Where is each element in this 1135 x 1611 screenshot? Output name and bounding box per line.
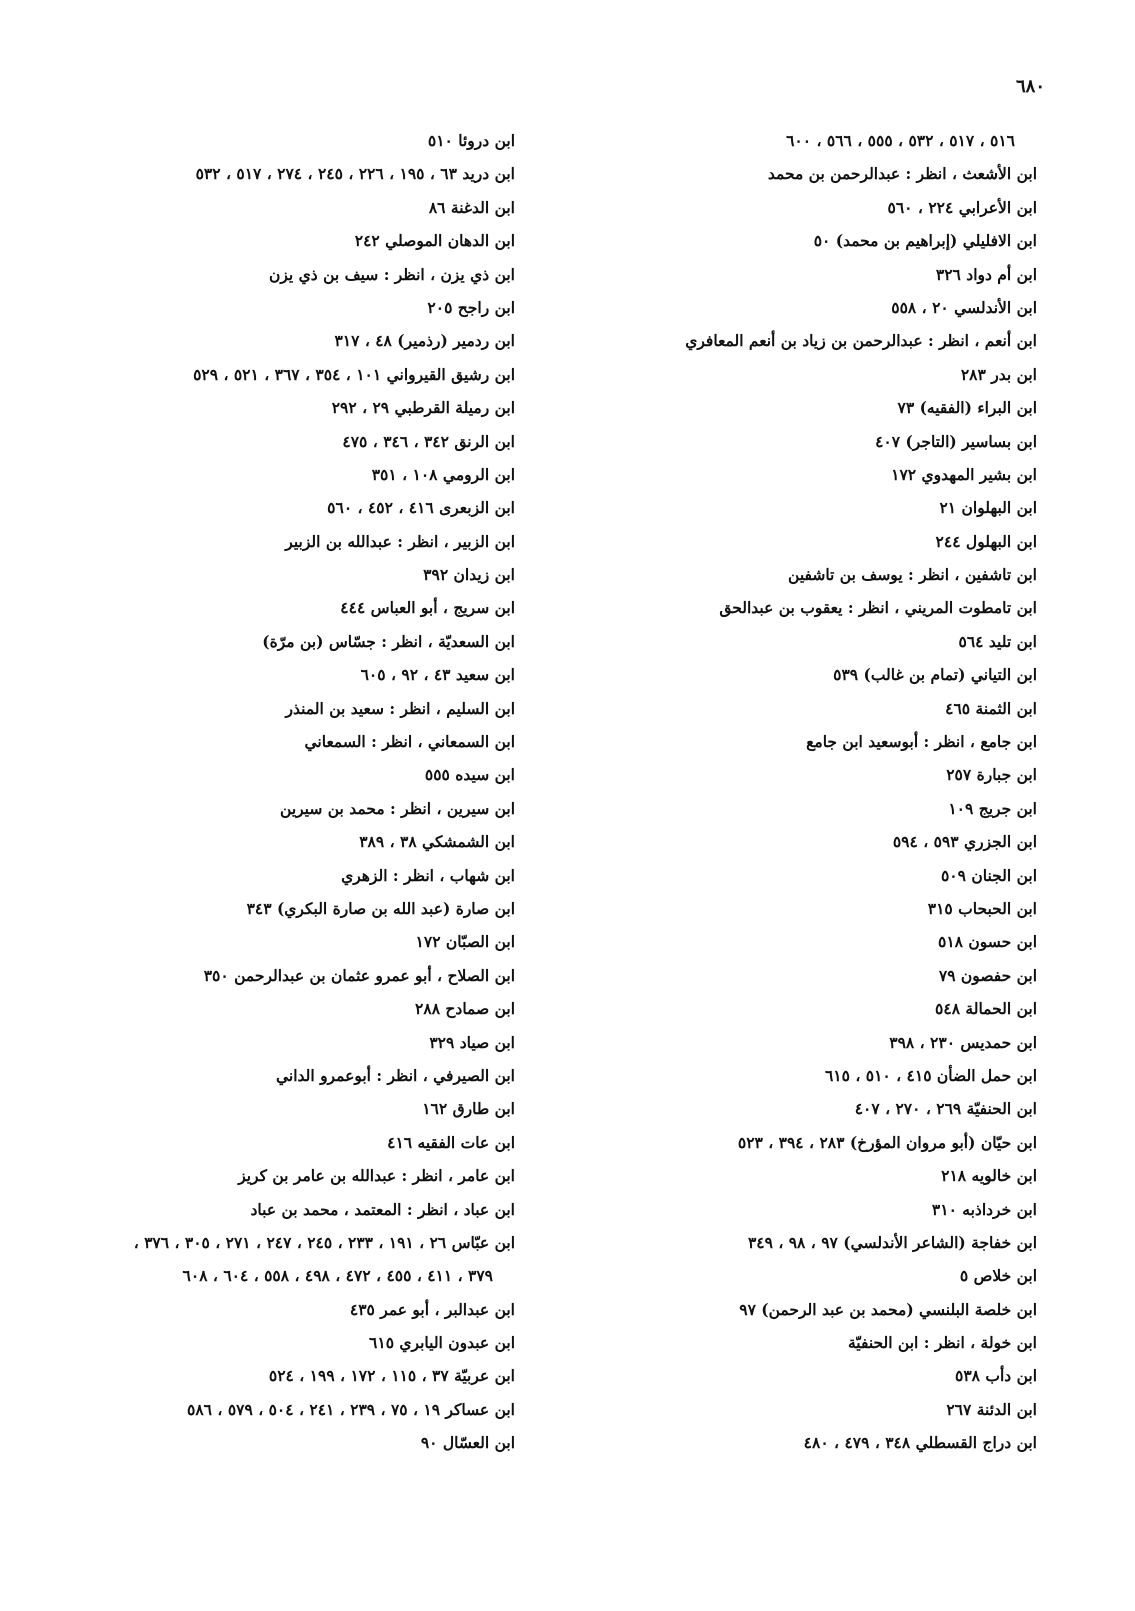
- index-entry: ابن جريج ١٠٩: [948, 798, 1037, 818]
- index-entry: ابن دراج القسطلي ٣٤٨ ، ٤٧٩ ، ٤٨٠: [803, 1433, 1037, 1453]
- index-entry: ابن بدر ٢٨٣: [960, 364, 1037, 384]
- index-entry: ابن التياني (تمام بن غالب) ٥٣٩: [833, 665, 1037, 685]
- index-entry: ابن الأندلسي ٢٠ ، ٥٥٨: [891, 297, 1037, 317]
- index-entry: ابن الزبير ، انظر : عبدالله بن الزبير: [285, 531, 515, 551]
- index-entry: ابن دروئا ٥١٠: [427, 131, 515, 150]
- index-entry: ابن الافليلي (إبراهيم بن محمد) ٥٠: [813, 231, 1037, 251]
- index-entry: ابن البهلوان ٢١: [939, 498, 1037, 518]
- index-entry: ابن بساسير (التاجر) ٤٠٧: [875, 431, 1037, 451]
- index-entry: ابن الدهان الموصلي ٢٤٢: [354, 231, 515, 251]
- index-entry: ابن بشير المهدوي ١٧٢: [891, 464, 1037, 484]
- index-entry: ابن رميلة القرطبي ٢٩ ، ٢٩٢: [331, 398, 515, 418]
- index-entry: ابن خولة ، انظر : ابن الحنفيّة: [848, 1333, 1037, 1353]
- index-entry: ابن عبدون اليابري ٦١٥: [369, 1333, 515, 1353]
- index-entry: ابن الحمالة ٥٤٨: [935, 999, 1037, 1019]
- index-entry: ابن صمادح ٢٨٨: [415, 999, 515, 1019]
- index-entry: ابن الرنق ٣٤٢ ، ٣٤٦ ، ٤٧٥: [342, 431, 515, 451]
- index-entry: ابن تاشفين ، انظر : يوسف بن تاشفين: [788, 565, 1037, 585]
- index-entry: ابن سريج ، أبو العباس ٤٤٤: [340, 598, 515, 618]
- index-entry: ابن البهلول ٢٤٤: [935, 531, 1037, 551]
- index-entry: ابن تامطوت المريني ، انظر : يعقوب بن عبدالحق: [719, 598, 1037, 618]
- index-entry: ابن الدئنة ٢٦٧: [946, 1399, 1037, 1419]
- index-entry: ٣٧٩ ، ٤١١ ، ٤٥٥ ، ٤٧٢ ، ٤٩٨ ، ٥٥٨ ، ٦٠٤ ، ٦٠٨: [182, 1266, 493, 1286]
- index-entry: ابن خفاجة (الشاعر الأندلسي) ٩٧ ، ٩٨ ، ٣٤٩: [747, 1232, 1037, 1252]
- index-entry: ابن الحنفيّة ٢٦٩ ، ٢٧٠ ، ٤٠٧: [854, 1099, 1037, 1119]
- index-entry: ابن الدغنة ٨٦: [428, 197, 515, 217]
- index-entry: ابن عباد ، انظر : المعتمد ، محمد بن عباد: [250, 1199, 515, 1219]
- index-entry: ابن رشيق القيرواني ١٠١ ، ٣٥٤ ، ٣٦٧ ، ٥٢١ ، ٥٢٩: [193, 364, 515, 384]
- index-entry: ابن دريد ٦٣ ، ١٩٥ ، ٢٢٦ ، ٢٤٥ ، ٢٧٤ ، ٥١٧ ، ٥٣٢: [195, 164, 515, 184]
- index-entry: ابن خالويه ٢١٨: [941, 1166, 1037, 1186]
- index-entry: ابن الصبّان ١٧٢: [415, 932, 515, 952]
- index-entry: ابن الصلاح ، أبو عمرو عثمان بن عبدالرحمن ٣٥٠: [203, 965, 515, 985]
- index-entry: ابن تليد ٥٦٤: [958, 631, 1037, 651]
- index-entry: ابن الجنان ٥٠٩: [940, 865, 1037, 885]
- index-entry: ابن الجزري ٥٩٣ ، ٥٩٤: [892, 832, 1037, 852]
- page-number: ٦٨٠: [1015, 76, 1045, 97]
- index-entry: ابن صارة (عبد الله بن صارة البكري) ٣٤٣: [246, 898, 515, 918]
- index-entry: ابن سعيد ٤٣ ، ٩٢ ، ٦٠٥: [360, 665, 515, 685]
- index-entry: ابن البراء (الفقيه) ٧٣: [897, 398, 1037, 418]
- index-entry: ابن الزبعرى ٤١٦ ، ٤٥٢ ، ٥٦٠: [327, 498, 515, 518]
- index-entry: ابن الصيرفي ، انظر : أبوعمرو الداني: [275, 1065, 515, 1085]
- index-entry: ابن حفصون ٧٩: [938, 965, 1037, 985]
- index-entry: ابن حمديس ٢٣٠ ، ٣٩٨: [889, 1032, 1037, 1052]
- index-entry: ابن دأب ٥٣٨: [955, 1366, 1037, 1386]
- index-entry: ابن الشمشكي ٣٨ ، ٣٨٩: [359, 832, 515, 852]
- index-entry: ابن الأشعث ، انظر : عبدالرحمن بن محمد: [767, 164, 1037, 184]
- index-entry: ٥١٦ ، ٥١٧ ، ٥٣٢ ، ٥٥٥ ، ٥٦٦ ، ٦٠٠: [786, 131, 1015, 150]
- index-entry: ابن السليم ، انظر : سعيد بن المنذر: [285, 698, 515, 718]
- index-entry: ابن ردمير (رذمير) ٤٨ ، ٣١٧: [334, 331, 515, 351]
- index-entry: ابن حيّان (أبو مروان المؤرخ) ٢٨٣ ، ٣٩٤ ، ٥٢٣: [737, 1132, 1037, 1152]
- index-entry: ابن عامر ، انظر : عبدالله بن عامر بن كريز: [238, 1166, 515, 1186]
- index-entry: ابن عساكر ١٩ ، ٧٥ ، ٢٣٩ ، ٢٤١ ، ٥٠٤ ، ٥٧٩ ، ٥٨٦: [187, 1399, 515, 1419]
- index-entry: ابن صياد ٣٢٩: [429, 1032, 515, 1052]
- index-entry: ابن عبّاس ٢٦ ، ١٩١ ، ٢٣٣ ، ٢٤٥ ، ٢٤٧ ، ٢٧١ ، ٣٠٥ ، ٣٧٦ ،: [133, 1232, 515, 1252]
- index-entry: ابن أم دواد ٣٢٦: [935, 264, 1037, 284]
- index-column-left: [15, 124, 515, 1460]
- index-entry: ابن ذي يزن ، انظر : سيف بن ذي يزن: [269, 264, 515, 284]
- index-entry: ابن الرومي ١٠٨ ، ٣٥١: [371, 464, 515, 484]
- index-entry: ابن زيدان ٣٩٢: [423, 565, 515, 585]
- index-entry: ابن جامع ، انظر : أبوسعيد ابن جامع: [806, 732, 1037, 752]
- index-entry: ابن خلاص ٥: [959, 1266, 1037, 1286]
- index-entry: ابن شهاب ، انظر : الزهري: [341, 865, 515, 885]
- index-entry: ابن السعديّة ، انظر : جسّاس (بن مرّة): [262, 631, 515, 651]
- index-entry: ابن الحبحاب ٣١٥: [927, 898, 1037, 918]
- index-entry: ابن راجح ٢٠٥: [427, 297, 515, 317]
- index-entry: ابن الأعرابي ٢٢٤ ، ٥٦٠: [887, 197, 1037, 217]
- index-entry: ابن سيده ٥٥٥: [424, 765, 515, 785]
- index-entry: ابن السمعاني ، انظر : السمعاني: [304, 732, 515, 752]
- index-entry: ابن عات الفقيه ٤١٦: [387, 1132, 515, 1152]
- index-entry: ابن حسون ٥١٨: [938, 932, 1037, 952]
- index-entry: ابن خلصة البلنسي (محمد بن عبد الرحمن) ٩٧: [739, 1299, 1037, 1319]
- index-entry: ابن جبارة ٢٥٧: [946, 765, 1037, 785]
- index-entry: ابن حمل الضأن ٤١٥ ، ٥١٠ ، ٦١٥: [824, 1065, 1037, 1085]
- index-entry: ابن أنعم ، انظر : عبدالرحمن بن زياد بن أنعم المعافري: [685, 331, 1037, 351]
- index-entry: ابن الثمنة ٤٦٥: [945, 698, 1037, 718]
- index-entry: ابن سيرين ، انظر : محمد بن سيرين: [280, 798, 515, 818]
- index-entry: ابن العسّال ٩٠: [420, 1433, 515, 1453]
- index-entry: ابن عربيّة ٣٧ ، ١١٥ ، ١٧٢ ، ١٩٩ ، ٥٢٤: [268, 1366, 515, 1386]
- index-entry: ابن عبدالبر ، أبو عمر ٤٣٥: [349, 1299, 515, 1319]
- index-entry: ابن خرداذبه ٣١٠: [931, 1199, 1037, 1219]
- index-entry: ابن طارق ١٦٢: [422, 1099, 515, 1119]
- index-column-right: [577, 124, 1037, 1460]
